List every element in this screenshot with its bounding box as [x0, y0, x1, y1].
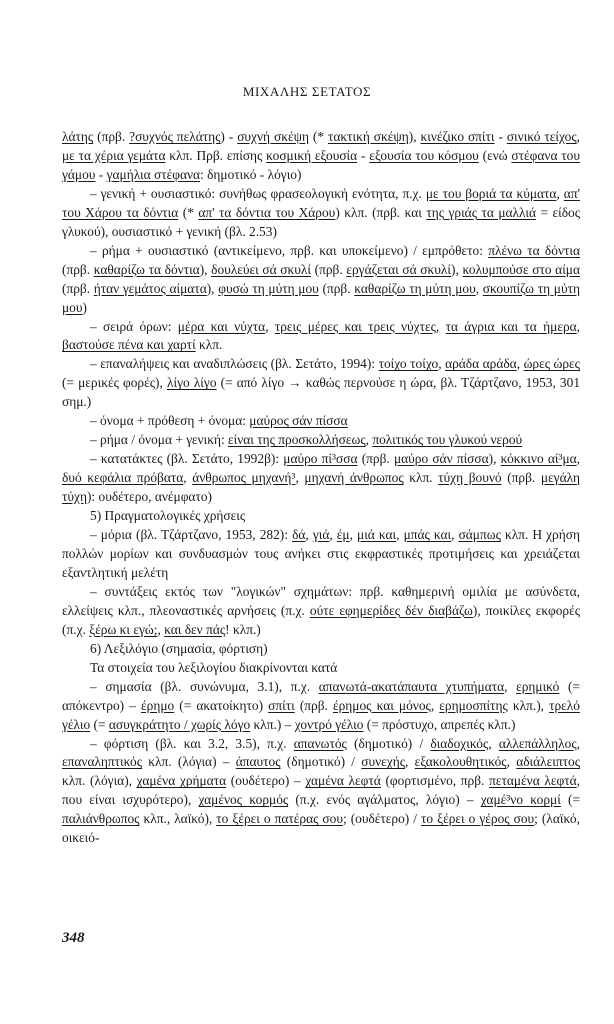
underlined-phrase: σκουπίζω τη μύτη μου	[62, 280, 580, 315]
underlined-phrase: χαμένα λεφτά	[305, 773, 381, 789]
text-run: 5) Πραγματολογικές χρήσεις	[90, 508, 246, 524]
underlined-phrase: και δεν πάς	[164, 621, 226, 637]
underlined-phrase: με του βοριά τα κύματα	[425, 185, 557, 201]
text-run: – όνομα + πρόθεση + όνομα:	[90, 413, 250, 429]
text-run: κλπ. Η χρήση πολλών μορίων και συνδυασμών τους ανήκει στις εκφραστικές προτιμήσεις και χρειάζεται εξαντλητική μελέτη	[62, 527, 580, 580]
underlined-phrase: είναι της προσκολλήσεως	[228, 432, 366, 448]
underlined-phrase: ώρες ώρες	[523, 356, 580, 372]
text-run: κλπ. (λόγια),	[62, 773, 137, 789]
underlined-phrase: μιά και	[357, 527, 397, 543]
text-run: (πρβ.	[501, 470, 541, 486]
underlined-phrase: κολυμπούσε στο αίμα	[462, 261, 580, 277]
paragraph	[62, 526, 580, 583]
text-run: ,	[295, 470, 305, 486]
paragraph	[62, 242, 580, 318]
underlined-phrase: στέφανα του γάμου	[62, 147, 580, 182]
text-run: ,	[475, 280, 483, 296]
underlined-phrase: πλένω τα δόντια	[488, 242, 580, 258]
text-run: )	[82, 299, 87, 315]
text-run: – συντάξεις εκτός των "λογικών" σχημάτων: πρβ. καθημερινή ομιλία με ασύνδετα, ελλείψεις κλπ., πλεοναστικές αρνήσεις (π.χ.	[62, 583, 580, 618]
underlined-phrase: μέρα και νύχτα	[177, 318, 266, 334]
text-run: (πρβ.	[311, 261, 347, 277]
underlined-phrase: άνθρωπος μηχανή³	[192, 470, 296, 486]
text-run: (= από λίγο → καθώς περνούσε η ώρα, βλ. Τζάρτζανο, 1953, 301 σημ.)	[62, 375, 581, 410]
text-run: ),	[488, 451, 501, 467]
underlined-phrase: πολιτικός του γλυκού νερού	[372, 432, 523, 448]
text-run: ,	[305, 527, 313, 543]
text-run: – γενική + ουσιαστικό: συνήθως φρασεολογική ενότητα, π.χ.	[90, 185, 426, 201]
text-run: (π.χ. ενός αγάλματος, λόγιο) –	[288, 792, 481, 808]
text-run: (= απόκεντρο) –	[62, 678, 580, 713]
running-head: ΜΙΧΑΛΗΣ ΣΕΤΑΤΟΣ	[242, 84, 372, 99]
text-run: (ουδέτερο) –	[226, 773, 306, 789]
text-run: (πρβ.	[357, 451, 394, 467]
text-run: ,	[576, 318, 581, 334]
underlined-phrase: με τα χέρια γεμάτα	[62, 147, 166, 163]
underlined-phrase: ερημοσπίτης	[439, 697, 508, 713]
text-run: κλπ.	[195, 337, 223, 353]
underlined-phrase: πεταμένα λεφτά	[489, 773, 577, 789]
text-run: (*	[308, 129, 328, 144]
paragraph	[62, 431, 580, 450]
paragraph	[62, 640, 580, 659]
text-run: ,	[556, 185, 564, 201]
underlined-phrase: διαδοχικός	[430, 735, 489, 751]
underlined-phrase: βαστούσε πένα και χαρτί	[62, 337, 196, 353]
underlined-phrase: δά	[292, 527, 306, 543]
paragraph	[62, 128, 580, 185]
page-number: 348	[62, 930, 85, 946]
underlined-phrase: έρημο	[141, 697, 175, 713]
text-run: ) κλπ. (πρβ. και	[335, 204, 427, 220]
underlined-phrase: μαύρο σάν πίσσα	[393, 451, 489, 467]
underlined-phrase: συχνή σκέψη	[237, 129, 309, 144]
underlined-phrase: απ' του Χάρου τα δόντια	[62, 185, 580, 220]
text-run: 6) Λεξιλόγιο (σημασία, φόρτιση)	[90, 640, 268, 656]
text-run: = είδος γλυκού), ουσιαστικό + γενική (βλ. 2.53)	[62, 204, 581, 239]
underlined-phrase: χαμένα χρήματα	[136, 773, 227, 789]
underlined-phrase: ήταν γεμάτος αίματα	[93, 280, 207, 296]
underlined-phrase: ασυγκράτητο / χωρίς λόγο	[108, 716, 251, 732]
text-run: -	[95, 166, 107, 182]
text-run: (φορτισμένο, πρβ.	[380, 773, 490, 789]
text-run: ,	[506, 754, 517, 770]
underlined-phrase: μαύρο πί³σσα	[283, 451, 358, 467]
text-run: (πρβ.	[62, 280, 94, 296]
underlined-phrase: τρελό γέλιο	[62, 697, 580, 732]
text-run: κλπ. Πρβ. επίσης	[165, 147, 267, 163]
underlined-phrase: εξακολουθητικός	[414, 754, 507, 770]
underlined-phrase: σπίτι	[268, 697, 295, 713]
underlined-phrase: μαύρος σάν πίσσα	[249, 413, 348, 429]
text-run: ,	[576, 735, 580, 751]
text-run: – μόρια (βλ. Τζάρτζανο, 1953, 282):	[90, 527, 293, 543]
text-run: (= πρόστυχο, απρεπές κλπ.)	[363, 716, 516, 732]
underlined-phrase: παλιάνθρωπος	[62, 811, 140, 827]
underlined-phrase: απανωτά-ακατάπαυτα χτυπήματα	[318, 678, 505, 694]
text-run: – σειρά όρων:	[90, 318, 178, 334]
underlined-phrase: απανωτός	[293, 735, 347, 751]
text-run: ,	[349, 527, 358, 543]
paragraph	[62, 583, 580, 640]
underlined-phrase: ούτε εφημερίδες δέν διαβάζω	[309, 602, 473, 618]
text-run: -	[494, 129, 507, 144]
text-run: ,	[430, 697, 440, 713]
text-run: ,	[396, 527, 404, 543]
underlined-phrase: ερημικό	[516, 678, 560, 694]
text-run: ,	[516, 356, 524, 372]
text-run: ),	[450, 261, 463, 277]
text-run: (*	[178, 204, 199, 220]
underlined-phrase: χαμέ³νο κορμί	[480, 792, 561, 808]
text-run: ,	[438, 356, 446, 372]
text-run: ,	[488, 735, 499, 751]
text-run: ,	[435, 318, 446, 334]
text-run: : δημοτικό - λόγιο)	[200, 166, 302, 182]
text-run: ),	[199, 261, 212, 277]
text-run: ,	[405, 754, 415, 770]
underlined-phrase: λάτης	[62, 129, 94, 144]
paragraph	[62, 355, 580, 412]
text-run: κλπ.) –	[250, 716, 295, 732]
underlined-phrase: χοντρό γέλιο	[294, 716, 364, 732]
underlined-phrase: φυσώ τη μύτη μου	[218, 280, 319, 296]
text-run: κλπ.	[403, 470, 439, 486]
text-run: κλπ. (λόγια) –	[142, 754, 236, 770]
text-run: ), ποικίλες εκφορές (π.χ.	[62, 602, 581, 637]
underlined-phrase: σινικό τείχος	[506, 129, 577, 144]
text-run: ) -	[220, 129, 238, 144]
underlined-phrase: καθαρίζω τη μύτη μου	[354, 280, 476, 296]
underlined-phrase: αράδα αράδα	[445, 356, 517, 372]
text-run: ,	[329, 527, 337, 543]
text-run: – φόρτιση (βλ. και 3.2, 3.5), π.χ.	[90, 735, 294, 751]
text-run: ): ουδέτερο, ανέμφατο)	[86, 489, 212, 505]
paragraph	[62, 450, 580, 507]
text-run: (= ακατοίκητο)	[174, 697, 269, 713]
underlined-phrase: μηχανή άνθρωπος	[304, 470, 404, 486]
text-run: ,	[157, 621, 165, 637]
text-run: (δημοτικό) /	[346, 735, 431, 751]
underlined-phrase: το ξέρει ο πατέρας σου	[216, 811, 343, 827]
text-run: κλπ.),	[507, 697, 550, 713]
underlined-phrase: έμ	[336, 527, 350, 543]
paragraph	[62, 507, 580, 526]
text-run: – σημασία (βλ. συνώνυμα, 3.1), π.χ.	[90, 678, 319, 694]
text-run: ,	[265, 318, 275, 334]
text-run: , που είναι ισχυρότερο),	[62, 773, 580, 808]
underlined-phrase: αλλεπάλληλος	[498, 735, 577, 751]
text-run: (δημοτικό) /	[280, 754, 362, 770]
underlined-phrase: κινέζικο σπίτι	[420, 129, 495, 144]
underlined-phrase: ξέρω κι εγώ;	[89, 621, 158, 637]
underlined-phrase: έρημος και μόνος	[332, 697, 431, 713]
paragraph	[62, 659, 580, 678]
text-run: ,	[365, 432, 373, 448]
text-run: – επαναλήψεις και αναδιπλώσεις (βλ. Σετάτο, 1994):	[90, 356, 379, 372]
text-run: ,	[183, 470, 193, 486]
underlined-phrase: συνεχής	[361, 754, 406, 770]
text-run: ,	[576, 451, 581, 467]
paragraph	[62, 185, 580, 242]
underlined-phrase: τα άγρια και τα ήμερα	[445, 318, 577, 334]
text-run: (πρβ.	[318, 280, 355, 296]
text-run: ),	[206, 280, 219, 296]
text-run: ,	[451, 527, 459, 543]
underlined-phrase: τύχη βουνό	[438, 470, 502, 486]
text-run: (=	[560, 792, 581, 808]
underlined-phrase: καθαρίζω τα δόντια	[93, 261, 200, 277]
underlined-phrase: άπαυτος	[235, 754, 281, 770]
paragraph	[62, 678, 580, 735]
underlined-phrase: της γριάς τα μαλλιά	[426, 204, 536, 220]
text-run: (ενώ	[478, 147, 512, 163]
text-run: ! κλπ.)	[225, 621, 261, 637]
text-run: – ρήμα / όνομα + γενική:	[90, 432, 229, 448]
text-run: (= μερικές φορές),	[62, 375, 167, 391]
text-run: -	[357, 147, 370, 163]
underlined-phrase: σάμπως	[458, 527, 501, 543]
underlined-phrase: χαμένος κορμός	[198, 792, 289, 808]
paragraph	[62, 412, 580, 431]
underlined-phrase: εξουσία του κόσμου	[369, 147, 479, 163]
text-run: (πρβ.	[93, 129, 130, 144]
underlined-phrase: επαναληπτικός	[62, 754, 143, 770]
underlined-phrase: δυό κεφάλια πρόβατα	[62, 470, 184, 486]
underlined-phrase: κοσμική εξουσία	[266, 147, 358, 163]
underlined-phrase: ?συχνός πελάτης	[129, 129, 221, 144]
text-run: Τα στοιχεία του λεξιλογίου διακρίνονται κατά	[90, 659, 338, 675]
underlined-phrase: μπάς και	[403, 527, 452, 543]
underlined-phrase: τρεις μέρες και τρεις νύχτες	[274, 318, 436, 334]
paragraph	[62, 735, 580, 849]
underlined-phrase: εργάζεται σά σκυλί	[346, 261, 451, 277]
underlined-phrase: αδιάλειπτος	[516, 754, 581, 770]
text-run: ; (λαϊκό, οικειό-	[62, 811, 580, 846]
text-run: ,	[576, 129, 580, 144]
underlined-phrase: γιά	[312, 527, 330, 543]
underlined-phrase: λίγο λίγο	[166, 375, 217, 391]
text-run: (πρβ.	[62, 261, 94, 277]
text-run: – κατατάκτες (βλ. Σετάτο, 1992β):	[90, 451, 284, 467]
underlined-phrase: μεγάλη τύχη	[62, 470, 580, 505]
underlined-phrase: κόκκινο αί³μα	[500, 451, 577, 467]
underlined-phrase: το ξέρει ο γέρος σου	[421, 811, 535, 827]
text-run: (πρβ.	[294, 697, 333, 713]
underlined-phrase: δουλεύει σά σκυλί	[211, 261, 311, 277]
text-run: (=	[90, 716, 109, 732]
underlined-phrase: γαμήλια στέφανα	[106, 166, 201, 182]
underlined-phrase: τακτική σκέψη	[327, 129, 409, 144]
text-run: κλπ., λαϊκό),	[139, 811, 217, 827]
underlined-phrase: τοίχο τοίχο	[378, 356, 439, 372]
text-run: ,	[504, 678, 517, 694]
text-run: – ρήμα + ουσιαστικό (αντικείμενο, πρβ. και υποκείμενο) / εμπρόθετο:	[90, 242, 489, 258]
text-run: ; (ουδέτερο) /	[342, 811, 422, 827]
paragraph	[62, 318, 580, 356]
underlined-phrase: απ' τα δόντια του Χάρου	[198, 204, 336, 220]
text-run: ),	[408, 129, 421, 144]
body-text	[62, 128, 580, 848]
